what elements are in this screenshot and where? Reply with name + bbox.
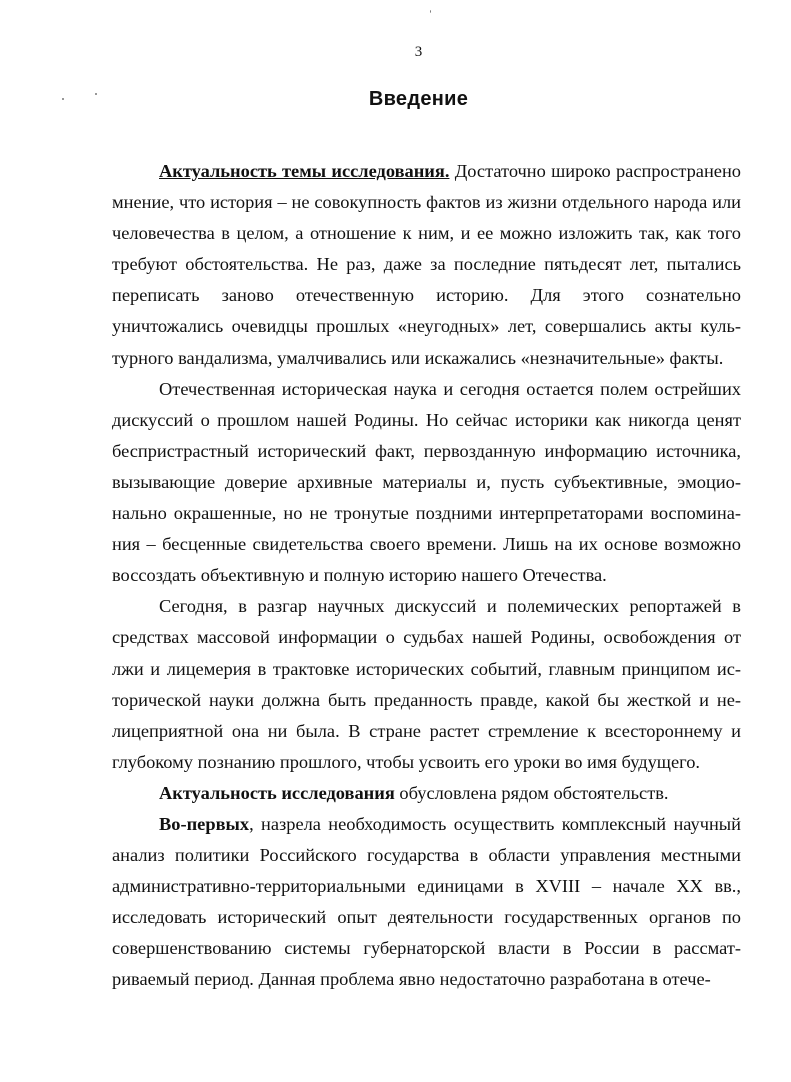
paragraph-lead: Актуальность темы исследования. [159, 161, 450, 181]
paragraph-text: , назрела необходимость осуществить комплексный научный анализ политики Российского государства в области управления местными административно-территориальными единицами в XVIII – начале XX вв., исследовать исторический опыт деятельности государственных органов по совершенствованию системы губернаторской власти в России в рассматриваемый период. Данная проблема явно недостаточно разработана в отече- [112, 813, 741, 990]
paragraph-firstly [112, 809, 741, 996]
page-number: 3 [414, 44, 423, 60]
paragraph-lead: Актуальность исследования [159, 782, 395, 803]
paragraph-text: Отечественная историческая наука и сегодня остается полем острейших дискуссий о прошлом нашей Родины. Но сейчас историки как никогда ценят беспристрастный исторический факт, первозданную информацию источника, вызывающие доверие архивные материалы и, пусть субъективные, эмоционально окрашенные, но не тронутые поздними интерпретаторами воспоминания – бесценные свидетельства своего времени. Лишь на их основе возможно воссоздать объективную и полную историю нашего Отечества. [112, 378, 741, 586]
paragraph-text: обусловлена рядом обстоятельств. [394, 782, 669, 803]
paragraph-historical-science [112, 374, 741, 592]
body-text [112, 156, 741, 996]
paragraph-lead: Во-первых [159, 813, 250, 834]
paragraph-text: Сегодня, в разгар научных дискуссий и полемических репортажей в средствах массовой информации о судьбах нашей Родины, освобождения от лжи и лицемерия в трактовке исторических событий, главным принципом исторической науки должна быть преданность правде, какой бы жесткой и нелицеприятной она ни была. В стране растет стремление к всестороннему и глубокому познанию прошлого, чтобы усвоить его уроки во имя будущего. [112, 596, 741, 772]
scan-speck [430, 10, 431, 13]
paragraph-relevance-research [112, 778, 741, 809]
page-title: Введение [368, 88, 469, 110]
paragraph-text: Достаточно широко распространено мнение, что история – не совокупность фактов из жизни отдельного народа или человечества в целом, а отношение к ним, и ее можно изложить так, как того требуют обстоятельства. Не раз, даже за последние пятьдесят лет, пытались переписать заново отечественную историю. Для этого сознательно уничтожались очевидцы прошлых «неугодных» лет, совершались акты культурного вандализма, умалчивались или искажались «незначительные» факты. [112, 161, 741, 368]
paragraph-today [112, 591, 741, 778]
paragraph-relevance-topic [112, 156, 741, 374]
